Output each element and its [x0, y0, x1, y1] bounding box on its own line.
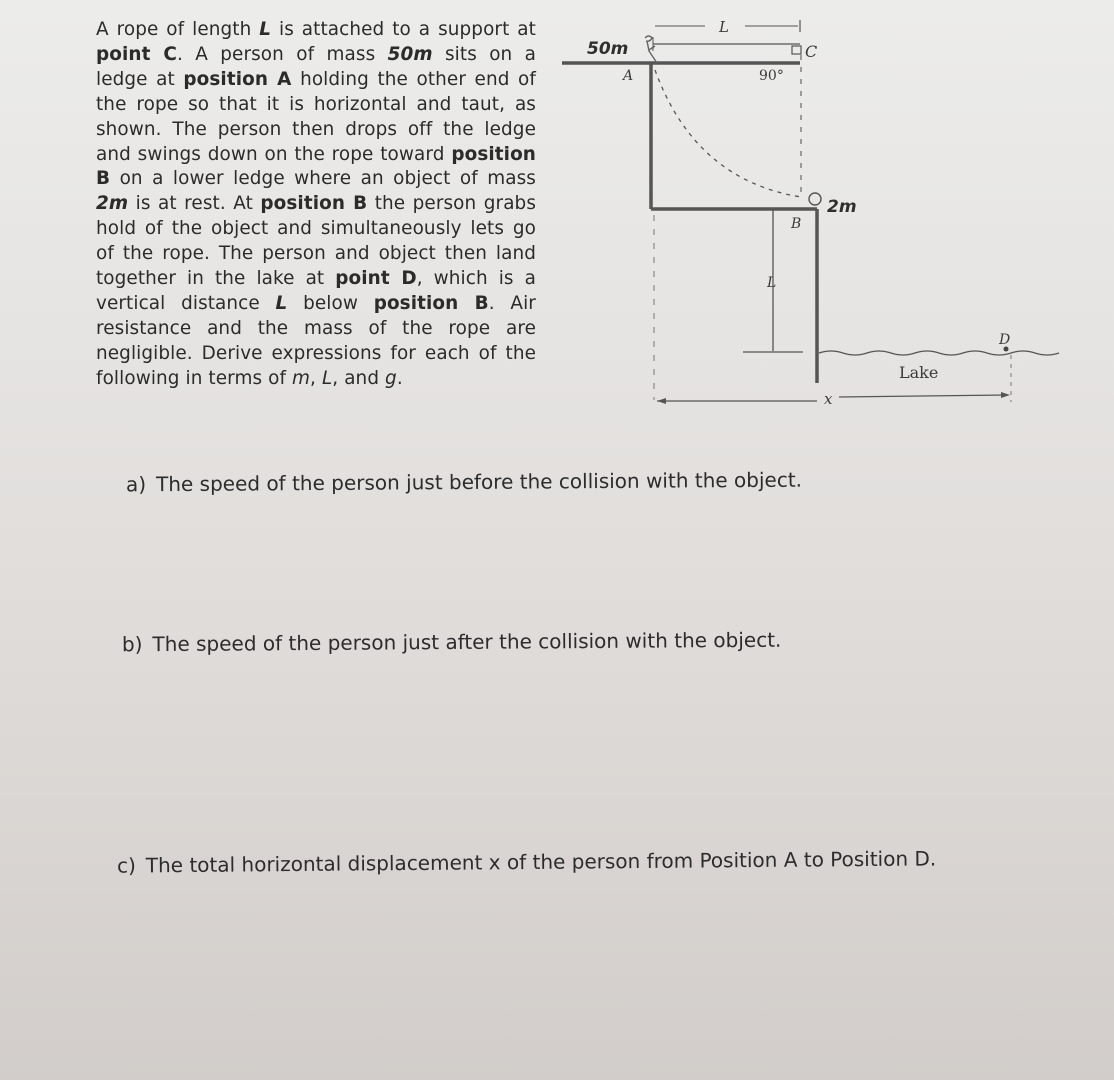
- label-l-top: L: [719, 18, 729, 36]
- intro-text: .: [396, 367, 403, 389]
- position-a-term: position A: [183, 68, 292, 90]
- label-x: x: [824, 390, 833, 408]
- position-b-term: position B: [260, 193, 368, 215]
- intro-text: sits on a ledge at: [96, 43, 537, 90]
- var-l: L: [275, 292, 288, 314]
- label-2m: 2m: [827, 197, 857, 217]
- label-90-degrees: 90°: [759, 68, 784, 84]
- point-c-term: point C: [96, 43, 177, 65]
- intro-text: is attached to a support at: [271, 19, 536, 40]
- var-l: L: [259, 19, 272, 40]
- label-b: B: [791, 216, 802, 232]
- intro-text: A rope of length: [96, 19, 260, 40]
- intro-text: holding the other end of the rope so that it is horizontal and taut, as shown. The person then drops off the ledge and swings down on the rope toward: [96, 68, 536, 165]
- question-a-label: a): [125, 472, 147, 497]
- object-circle: [809, 193, 821, 205]
- question-b-label: b): [121, 632, 143, 657]
- mass-2m-term: 2m: [96, 193, 129, 215]
- question-b-text: The speed of the person just after the collision with the object.: [152, 627, 782, 657]
- intro-text: is at rest. At: [128, 193, 261, 215]
- person-icon: [645, 36, 657, 63]
- position-b-term: position B: [373, 292, 489, 314]
- label-c: C: [805, 42, 818, 61]
- intro-text: on a lower ledge where an object of mass: [110, 168, 536, 190]
- question-c: [117, 846, 936, 877]
- intro-text: , and: [332, 367, 386, 389]
- intro-text: the person grabs hold of the object and simultaneously lets go of the rope. The person and object then land together in the lake at: [96, 193, 537, 290]
- intro-text: ,: [310, 367, 322, 389]
- var-g: g: [385, 367, 397, 389]
- intro-text: , which is a vertical distance: [96, 268, 536, 314]
- intro-text: below: [287, 292, 374, 314]
- problem-statement: [96, 18, 536, 392]
- position-b-term: position B: [96, 143, 536, 190]
- var-m: m: [292, 367, 311, 389]
- var-l: L: [321, 367, 333, 389]
- lake-surface: [819, 351, 1059, 355]
- support-c-marker: [792, 46, 801, 54]
- label-50m: 50m: [587, 39, 629, 59]
- mass-50m-term: 50m: [387, 43, 433, 65]
- label-lake: Lake: [899, 363, 939, 382]
- question-a: [126, 468, 802, 497]
- dimension-x-right: [839, 395, 1007, 397]
- swing-arc-path: [655, 70, 801, 197]
- label-l-mid: L: [767, 275, 777, 291]
- label-d: D: [999, 332, 1011, 348]
- label-a: A: [623, 68, 634, 84]
- dimension-x-arrowhead-left: [657, 398, 666, 404]
- intro-text: . Air resistance and the mass of the rope are negligible. Derive expressions for each of the following in terms of: [96, 292, 536, 389]
- question-a-text: The speed of the person just before the collision with the object.: [155, 467, 803, 497]
- point-d-term: point D: [335, 268, 417, 290]
- intro-text: . A person of mass: [176, 43, 388, 65]
- dimension-x-arrowhead-right: [1001, 392, 1010, 398]
- question-b: [122, 628, 782, 657]
- physics-diagram: [555, 10, 1075, 410]
- question-c-text: The total horizontal displacement x of the person from Position A to Position D.: [145, 846, 937, 878]
- question-c-label: c): [116, 853, 136, 878]
